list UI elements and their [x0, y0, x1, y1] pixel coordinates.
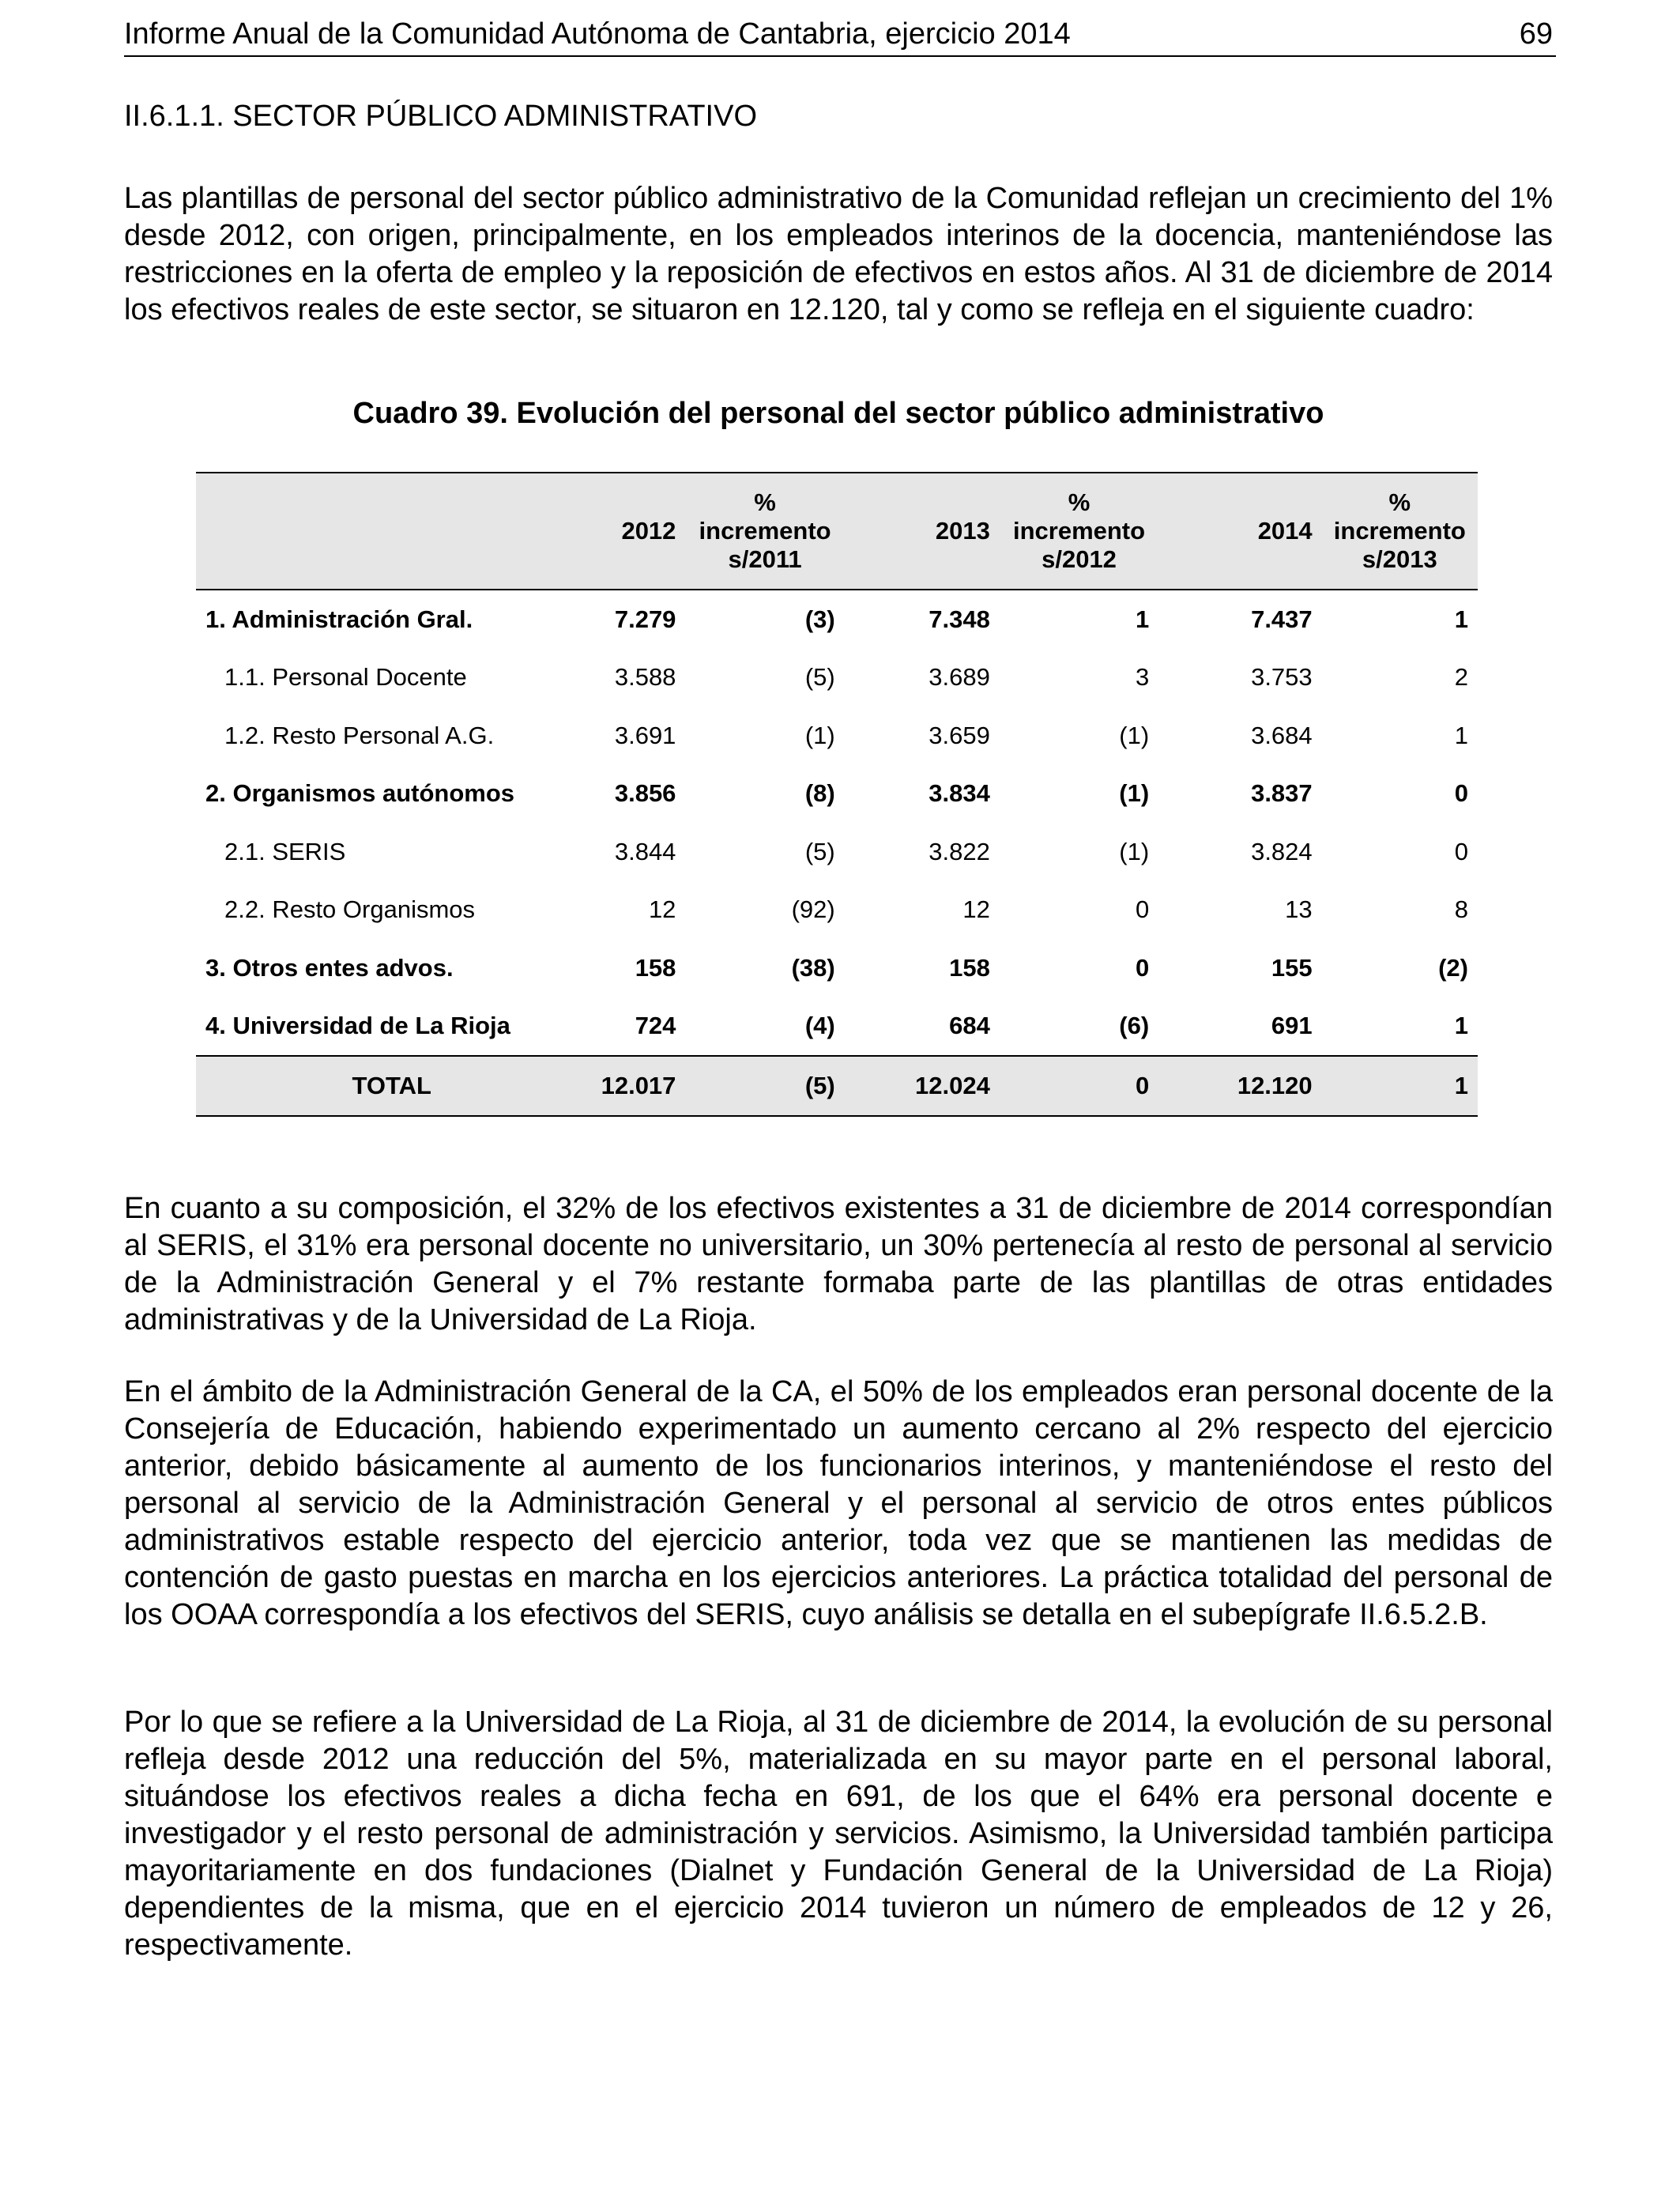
table-row: [196, 765, 1478, 824]
cell-value: (1): [1119, 779, 1150, 808]
cell-value: 12: [648, 895, 676, 924]
cell-value: (2): [1438, 953, 1468, 982]
cell-value: 13: [1285, 895, 1313, 924]
cell-value: 691: [1271, 1012, 1313, 1040]
cell-value: 3.824: [1251, 837, 1313, 865]
total-value: 12.120: [1158, 1056, 1321, 1116]
header-year-2013: 2013: [845, 473, 1000, 590]
cell-value: 3.837: [1251, 779, 1313, 808]
cell-value: 155: [1271, 953, 1313, 982]
cell-value: 12: [962, 895, 990, 924]
paragraph-composition: En cuanto a su composición, el 32% de los efectivos existentes a 31 de diciembre de 2014 correspondían al SERIS, el 31% era personal docente no universitario, un 30% pertenecía al resto de personal al servicio de la Administración General y el 7% restante formaba parte de las plantillas de otras entidades administrativas y de la Universidad de La Rioja.: [124, 1192, 1553, 1336]
cell-value: (1): [1119, 837, 1150, 865]
paragraph-administration: En el ámbito de la Administración General de la CA, el 50% de los empleados eran personal docente de la Consejería de Educación, habiendo experimentado un aumento cercano al 2% respecto del ejercicio anterior, debido básicamente al aumento de los funcionarios interinos, y manteniéndose el resto del personal al servicio de la Administración General y el personal al servicio de otros entes públicos administrativos estable respecto del ejercicio anterior, toda vez que se mantienen las medidas de contención de gasto puestas en marcha en los ejercicios anteriores. La práctica totalidad del personal de los OOAA correspondía a los efectivos del SERIS, cuyo análisis se detalla en el subepígrafe II.6.5.2.B.: [124, 1375, 1553, 1631]
cell-value: 3.588: [614, 663, 676, 692]
cell-value: 3.691: [614, 721, 676, 749]
cell-value: 158: [949, 953, 990, 982]
cell-value: (92): [791, 895, 835, 924]
cell-value: 7.279: [614, 605, 676, 633]
running-title: Informe Anual de la Comunidad Autónoma de Cantabria, ejercicio 2014: [124, 17, 1071, 51]
row-label: 3. Otros entes advos.: [205, 953, 454, 982]
page-number: 69: [1519, 17, 1553, 51]
cell-value: (38): [791, 953, 835, 982]
table-caption: Cuadro 39. Evolución del personal del sector público administrativo: [352, 397, 1324, 430]
table-row: [196, 590, 1478, 649]
cell-value: (1): [804, 721, 835, 749]
header-label-cell: [196, 473, 588, 590]
cell-value: 684: [949, 1012, 990, 1040]
table-row: [196, 997, 1478, 1057]
cell-value: 724: [635, 1012, 676, 1040]
table-row: [196, 939, 1478, 997]
cell-value: (5): [804, 663, 835, 692]
cell-value: (1): [1119, 721, 1150, 749]
header-pct-2012: % incremento s/2012: [1000, 473, 1158, 590]
cell-value: 0: [1135, 953, 1150, 982]
cell-value: (4): [804, 1012, 835, 1040]
cell-value: (5): [804, 837, 835, 865]
total-value: 1: [1322, 1056, 1478, 1116]
header-year-2014: 2014: [1158, 473, 1321, 590]
cell-value: 8: [1454, 895, 1468, 924]
cell-value: 2: [1454, 663, 1468, 692]
cell-value: 7.437: [1251, 605, 1313, 633]
row-label: 1.1. Personal Docente: [224, 663, 467, 692]
table-row: [196, 649, 1478, 707]
table-header-row: [196, 473, 1478, 590]
table-total-row: [196, 1056, 1478, 1116]
total-value: 12.024: [845, 1056, 1000, 1116]
cell-value: 3: [1135, 663, 1150, 692]
paragraph-university: Por lo que se refiere a la Universidad de La Rioja, al 31 de diciembre de 2014, la evolución de su personal refleja desde 2012 una reducción del 5%, materializada en su mayor parte en el personal laboral, situándose los efectivos reales a dicha fecha en 691, de los que el 64% era personal docente e investigador y el resto personal de administración y servicios. Asimismo, la Universidad también participa mayoritariamente en dos fundaciones (Dialnet y Fundación General de la Universidad de La Rioja) dependientes de la misma, que en el ejercicio 2014 tuvieron un número de empleados de 12 y 26, respectivamente.: [124, 1706, 1553, 1962]
page-header: [124, 14, 1556, 57]
cell-value: 158: [635, 953, 676, 982]
cell-value: 0: [1454, 837, 1468, 865]
cell-value: (3): [804, 605, 835, 633]
table-row: [196, 823, 1478, 881]
row-label: 2. Organismos autónomos: [205, 779, 515, 808]
section-heading: II.6.1.1. SECTOR PÚBLICO ADMINISTRATIVO: [124, 100, 758, 133]
table-row: [196, 881, 1478, 940]
personnel-table: [196, 472, 1478, 1117]
cell-value: 3.844: [614, 837, 676, 865]
paragraph-intro: Las plantillas de personal del sector público administrativo de la Comunidad reflejan un crecimiento del 1% desde 2012, con origen, principalmente, en los empleados interinos de la docencia, manteniéndose las restricciones en la oferta de empleo y la reposición de efectivos en estos años. Al 31 de diciembre de 2014 los efectivos reales de este sector, se situaron en 12.120, tal y como se refleja en el siguiente cuadro:: [124, 182, 1553, 326]
cell-value: (8): [804, 779, 835, 808]
cell-value: 3.659: [929, 721, 990, 749]
row-label: 2.2. Resto Organismos: [224, 895, 476, 924]
cell-value: 7.348: [929, 605, 990, 633]
row-label: 1.2. Resto Personal A.G.: [224, 721, 495, 749]
cell-value: 3.856: [614, 779, 676, 808]
row-label: 2.1. SERIS: [224, 837, 346, 865]
cell-value: 0: [1135, 895, 1150, 924]
cell-value: 0: [1454, 779, 1468, 808]
header-pct-2011: % incremento s/2011: [685, 473, 844, 590]
cell-value: (6): [1119, 1012, 1150, 1040]
total-value: 12.017: [588, 1056, 686, 1116]
cell-value: 3.684: [1251, 721, 1313, 749]
table-row: [196, 707, 1478, 765]
cell-value: 1: [1454, 1012, 1468, 1040]
total-label: TOTAL: [196, 1056, 588, 1116]
cell-value: 1: [1454, 605, 1468, 633]
header-year-2012: 2012: [588, 473, 686, 590]
row-label: 1. Administración Gral.: [205, 605, 473, 633]
cell-value: 3.822: [929, 837, 990, 865]
header-pct-2013: % incremento s/2013: [1322, 473, 1478, 590]
cell-value: 3.689: [929, 663, 990, 692]
row-label: 4. Universidad de La Rioja: [205, 1012, 510, 1040]
cell-value: 1: [1454, 721, 1468, 749]
cell-value: 3.834: [929, 779, 990, 808]
total-value: (5): [685, 1056, 844, 1116]
cell-value: 3.753: [1251, 663, 1313, 692]
total-value: 0: [1000, 1056, 1158, 1116]
cell-value: 1: [1135, 605, 1150, 633]
